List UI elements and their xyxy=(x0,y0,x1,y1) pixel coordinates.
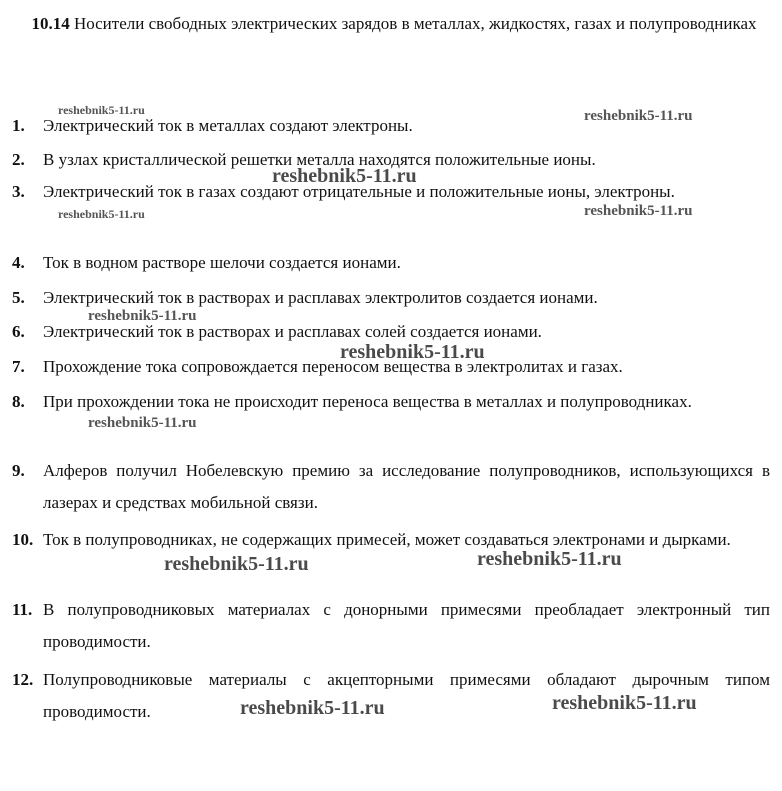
title-number: 10.14 xyxy=(31,14,70,33)
watermark: reshebnik5-11.ru xyxy=(340,341,485,363)
list-item xyxy=(12,316,770,348)
item-number: 5. xyxy=(12,288,25,307)
list-item xyxy=(12,110,770,142)
watermark: reshebnik5-11.ru xyxy=(272,165,417,187)
item-text: Алферов получил Нобелевскую премию за исследование полупроводников, использующихся в лазерах и средствах мобильной связи. xyxy=(43,461,770,512)
item-number: 11. xyxy=(12,600,33,619)
item-number: 4. xyxy=(12,253,25,272)
list-item xyxy=(12,144,770,176)
item-text: В полупроводниковых материалах с донорными примесями преобладает электронный тип проводимости. xyxy=(43,600,770,651)
item-text: Электрический ток в металлах создают электроны. xyxy=(43,116,413,135)
watermark: reshebnik5-11.ru xyxy=(164,553,309,575)
watermark: reshebnik5-11.ru xyxy=(552,692,697,714)
list-item xyxy=(12,594,770,658)
item-text: Прохождение тока сопровождается переносом вещества в электролитах и газах. xyxy=(43,357,623,376)
item-number: 10. xyxy=(12,530,34,549)
watermark: reshebnik5-11.ru xyxy=(584,108,693,124)
list-item xyxy=(12,282,770,314)
list-item xyxy=(12,524,770,556)
list-item xyxy=(12,351,770,383)
item-text: Ток в полупроводниках, не содержащих примесей, может создаваться электронами и дырками. xyxy=(43,530,731,549)
item-number: 9. xyxy=(12,461,25,480)
watermark: reshebnik5-11.ru xyxy=(88,415,197,431)
list-item xyxy=(12,247,770,279)
item-number: 12. xyxy=(12,670,34,689)
item-number: 8. xyxy=(12,392,25,411)
item-text: Электрический ток в растворах и расплавах солей создается ионами. xyxy=(43,322,542,341)
list-item xyxy=(12,455,770,519)
item-number: 3. xyxy=(12,182,25,201)
item-text: Ток в водном растворе шелочи создается ионами. xyxy=(43,253,401,272)
watermark: reshebnik5-11.ru xyxy=(88,308,197,324)
watermark: reshebnik5-11.ru xyxy=(58,207,145,221)
watermark: reshebnik5-11.ru xyxy=(477,548,622,570)
item-text: Электрический ток в газах создают отрицательные и положительные ионы, электроны. xyxy=(43,182,675,201)
watermark: reshebnik5-11.ru xyxy=(240,697,385,719)
list-item xyxy=(12,181,770,203)
title-text: Носители свободных электрических зарядов в металлах, жидкостях, газах и полупроводниках xyxy=(73,14,757,33)
item-number: 6. xyxy=(12,322,25,341)
item-number: 1. xyxy=(12,116,25,135)
watermark: reshebnik5-11.ru xyxy=(58,103,145,117)
item-text: В узлах кристаллической решетки металла находятся положительные ионы. xyxy=(43,150,596,169)
list-item xyxy=(12,664,770,728)
item-number: 7. xyxy=(12,357,25,376)
list-item xyxy=(12,391,770,413)
watermark: reshebnik5-11.ru xyxy=(584,203,693,219)
item-text: Электрический ток в растворах и расплавах электролитов создается ионами. xyxy=(43,288,598,307)
page-title xyxy=(24,8,764,40)
item-text: Полупроводниковые материалы с акцепторными примесями обладают дырочным типом проводимости. xyxy=(43,670,770,721)
item-text: При прохождении тока не происходит переноса вещества в металлах и полупроводниках. xyxy=(43,392,692,411)
item-number: 2. xyxy=(12,150,25,169)
